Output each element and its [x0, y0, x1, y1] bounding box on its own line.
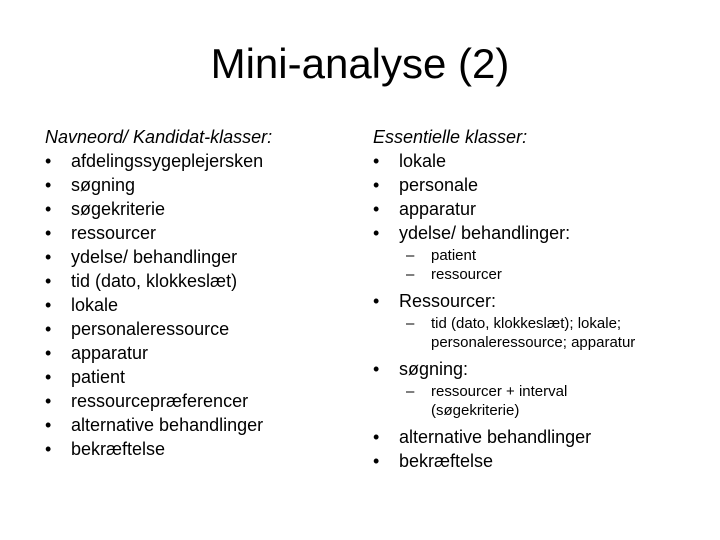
dash-icon: –	[406, 247, 415, 264]
sub-list-item-line: ressourcer	[431, 266, 502, 283]
dash-icon: –	[406, 383, 415, 400]
bullet-icon: •	[45, 367, 52, 387]
right-list-item-label: Ressourcer:	[399, 291, 497, 311]
right-list-item-label: bekræftelse	[399, 451, 494, 471]
sub-list-item-line: personaleressource; apparatur	[431, 334, 636, 351]
left-list-item-label: ressourcer	[71, 223, 157, 243]
left-list-item	[45, 269, 345, 293]
right-list-item	[373, 449, 693, 473]
sub-list-item	[373, 314, 693, 352]
right-list-item-label: personale	[399, 175, 479, 195]
sub-list-item-line: tid (dato, klokkeslæt); lokale;	[431, 315, 622, 332]
bullet-icon: •	[373, 451, 380, 471]
slide-title: Mini-analyse (2)	[210, 40, 510, 87]
right-list-item-label: ydelse/ behandlinger:	[399, 223, 571, 243]
sub-list-item-line: ressourcer + interval	[431, 383, 568, 400]
bullet-icon: •	[45, 415, 52, 435]
sub-list	[373, 245, 693, 289]
bullet-icon: •	[373, 151, 380, 171]
bullet-icon: •	[373, 175, 380, 195]
left-list-item	[45, 317, 345, 341]
right-list-item	[373, 221, 693, 245]
left-list	[45, 149, 345, 461]
left-list-item	[45, 221, 345, 245]
bullet-icon: •	[373, 427, 380, 447]
left-list-item-label: bekræftelse	[71, 439, 166, 459]
bullet-icon: •	[45, 391, 52, 411]
left-list-item	[45, 197, 345, 221]
bullet-icon: •	[373, 223, 380, 243]
left-heading: Navneord/ Kandidat-klasser:	[45, 127, 273, 147]
left-list-item-label: søgekriterie	[71, 199, 166, 219]
sub-list-item-line: (søgekriterie)	[431, 402, 520, 419]
left-list-item	[45, 245, 345, 269]
right-list	[373, 149, 693, 473]
left-list-item	[45, 389, 345, 413]
right-list-item-label: lokale	[399, 151, 447, 171]
right-list-item-label: søgning:	[399, 359, 469, 379]
bullet-icon: •	[45, 343, 52, 363]
left-list-item-label: søgning	[71, 175, 136, 195]
right-list-item-label: apparatur	[399, 199, 477, 219]
left-list-item-label: tid (dato, klokkeslæt)	[71, 271, 238, 291]
bullet-icon: •	[45, 223, 52, 243]
right-column	[373, 125, 693, 473]
left-list-item-label: personaleressource	[71, 319, 230, 339]
sub-list-item	[373, 382, 693, 420]
right-list-item	[373, 425, 693, 449]
right-list-item-label: alternative behandlinger	[399, 427, 592, 447]
right-list-item	[373, 289, 693, 313]
right-list-item	[373, 357, 693, 381]
bullet-icon: •	[373, 199, 380, 219]
left-list-item	[45, 173, 345, 197]
bullet-icon: •	[45, 319, 52, 339]
left-column	[45, 125, 345, 461]
left-list-item-label: ydelse/ behandlinger	[71, 247, 238, 267]
left-list-item-label: afdelingssygeplejersken	[71, 151, 264, 171]
left-list-item	[45, 413, 345, 437]
bullet-icon: •	[45, 271, 52, 291]
bullet-icon: •	[45, 199, 52, 219]
bullet-icon: •	[45, 295, 52, 315]
sub-list-item-line: patient	[431, 247, 477, 264]
bullet-icon: •	[45, 175, 52, 195]
right-list-item	[373, 149, 693, 173]
left-list-item-label: apparatur	[71, 343, 149, 363]
sub-list	[373, 313, 693, 357]
bullet-icon: •	[45, 151, 52, 171]
left-list-item	[45, 149, 345, 173]
left-list-item-label: ressourcepræferencer	[71, 391, 249, 411]
left-list-item	[45, 341, 345, 365]
right-list-item	[373, 173, 693, 197]
bullet-icon: •	[373, 291, 380, 311]
left-list-item	[45, 293, 345, 317]
bullet-icon: •	[373, 359, 380, 379]
dash-icon: –	[406, 266, 415, 283]
dash-icon: –	[406, 315, 415, 332]
sub-list-item	[373, 265, 693, 284]
left-list-item	[45, 365, 345, 389]
left-list-item	[45, 437, 345, 461]
left-list-item-label: alternative behandlinger	[71, 415, 264, 435]
bullet-icon: •	[45, 439, 52, 459]
bullet-icon: •	[45, 247, 52, 267]
right-list-item	[373, 197, 693, 221]
sub-list	[373, 381, 693, 425]
left-list-item-label: patient	[71, 367, 126, 387]
sub-list-item	[373, 246, 693, 265]
left-list-item-label: lokale	[71, 295, 119, 315]
right-heading: Essentielle klasser:	[373, 127, 528, 147]
